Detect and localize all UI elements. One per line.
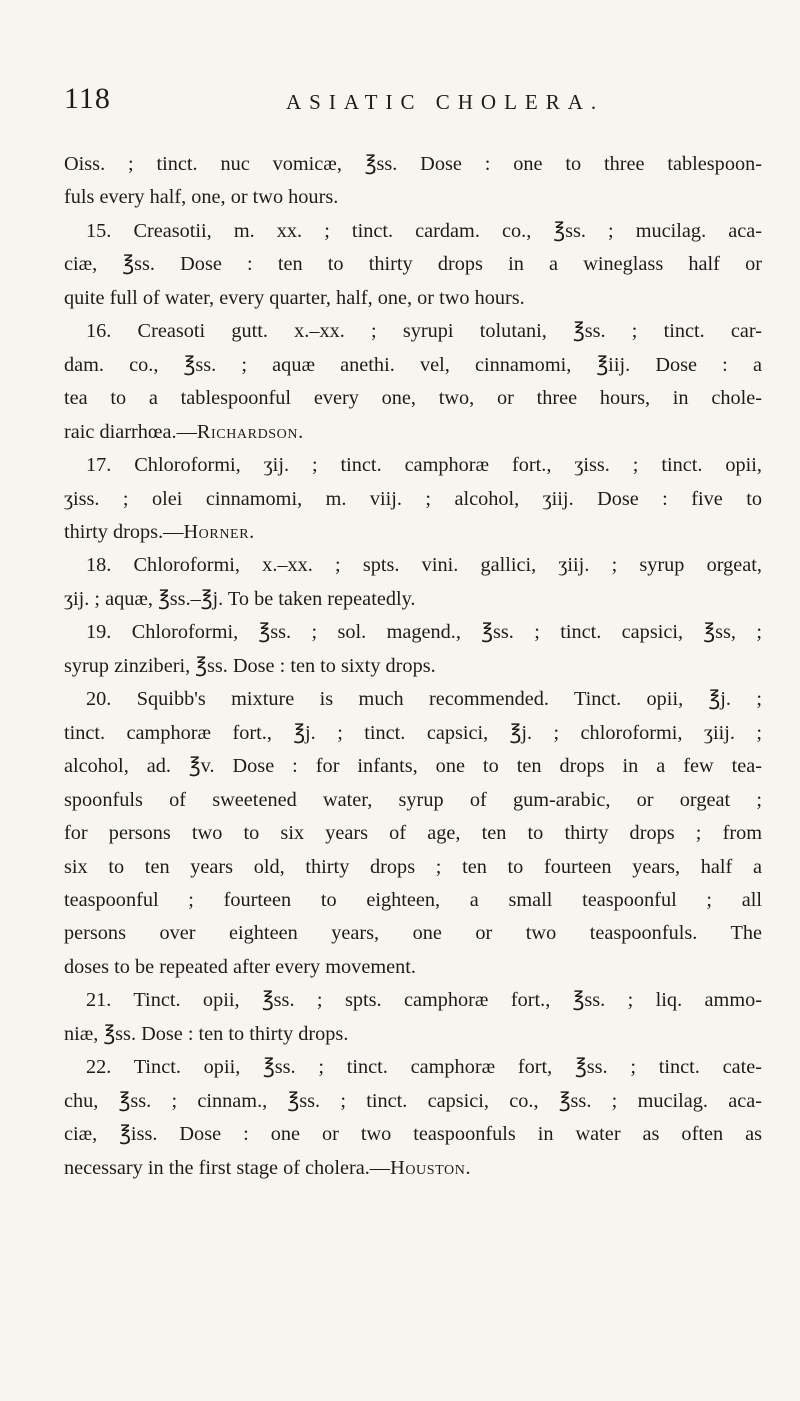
text-line: ʒij. ; aquæ, ℥ss.–℥j. To be taken repeatedly. [64,587,416,610]
text-line: niæ, ℥ss. Dose : ten to thirty drops. [64,1022,349,1045]
text-line: persons over eighteen years, one or two teaspoonfuls. The [64,922,762,945]
paragraph [64,315,762,449]
text-fragment: thirty drops.— [64,520,184,543]
text-line [64,1152,762,1185]
running-head: ASIATIC CHOLERA. [286,90,605,114]
text-line: 17. Chloroformi, ʒij. ; tinct. camphoræ fort., ʒiss. ; tinct. opii, [86,454,762,477]
text-line: 22. Tinct. opii, ℥ss. ; tinct. camphoræ fort, ℥ss. ; tinct. cate- [86,1056,762,1079]
text-line: Oiss. ; tinct. nuc vomicæ, ℥ss. Dose : one to three tablespoon- [64,153,762,175]
text-line: chu, ℥ss. ; cinnam., ℥ss. ; tinct. capsici, co., ℥ss. ; mucilag. aca- [64,1089,762,1112]
text-line: ciæ, ℥iss. Dose : one or two teaspoonfuls in water as often as [64,1123,762,1146]
text-line: 21. Tinct. opii, ℥ss. ; spts. camphoræ fort., ℥ss. ; liq. ammo- [86,989,762,1012]
paragraph [64,683,762,984]
author-attribution: Horner. [183,520,255,543]
page-number: 118 [64,82,111,115]
text-line: teaspoonful ; fourteen to eighteen, a small teaspoonful ; all [64,888,762,911]
text-line: for persons two to six years of age, ten to thirty drops ; from [64,822,762,845]
text-line: doses to be repeated after every movement. [64,955,416,978]
paragraph [64,449,762,549]
page-header [0,82,800,122]
text-line: tea to a tablespoonful every one, two, or three hours, in chole- [64,387,762,410]
text-line: 15. Creasotii, m. xx. ; tinct. cardam. co., ℥ss. ; mucilag. aca- [86,219,762,242]
paragraph [64,148,762,215]
text-line [64,516,762,549]
text-line: fuls every half, one, or two hours. [64,186,339,209]
text-line: quite full of water, every quarter, half, one, or two hours. [64,286,525,309]
text-line: spoonfuls of sweetened water, syrup of gum-arabic, or orgeat ; [64,788,762,811]
paragraph [64,1051,762,1185]
text-line: 18. Chloroformi, x.–xx. ; spts. vini. gallici, ʒiij. ; syrup orgeat, [86,554,762,577]
paragraph [64,215,762,315]
text-line: ciæ, ℥ss. Dose : ten to thirty drops in a wineglass half or [64,253,762,276]
paragraph [64,616,762,683]
text-line [64,416,762,449]
text-fragment: raic diarrhœa.— [64,420,197,443]
body-text [64,148,762,1185]
text-line: six to ten years old, thirty drops ; ten to fourteen years, half a [64,855,762,878]
text-line: 20. Squibb's mixture is much recommended. Tinct. opii, ℥j. ; [86,688,762,711]
text-line: 19. Chloroformi, ℥ss. ; sol. magend., ℥ss. ; tinct. capsici, ℥ss, ; [86,621,762,644]
text-line: dam. co., ℥ss. ; aquæ anethi. vel, cinnamomi, ℥iij. Dose : a [64,353,762,376]
author-attribution: Houston. [390,1156,472,1179]
text-line: syrup zinziberi, ℥ss. Dose : ten to sixty drops. [64,654,436,677]
author-attribution: Richardson. [196,420,304,443]
text-line: alcohol, ad. ℥v. Dose : for infants, one to ten drops in a few tea- [64,755,762,778]
text-line: ʒiss. ; olei cinnamomi, m. viij. ; alcohol, ʒiij. Dose : five to [64,487,762,510]
text-line: tinct. camphoræ fort., ℥j. ; tinct. capsici, ℥j. ; chloroformi, ʒiij. ; [64,721,762,744]
text-line: 16. Creasoti gutt. x.–xx. ; syrupi tolutani, ℥ss. ; tinct. car- [86,320,762,343]
paragraph [64,549,762,616]
text-fragment: necessary in the first stage of cholera.— [64,1156,391,1179]
paragraph [64,984,762,1051]
